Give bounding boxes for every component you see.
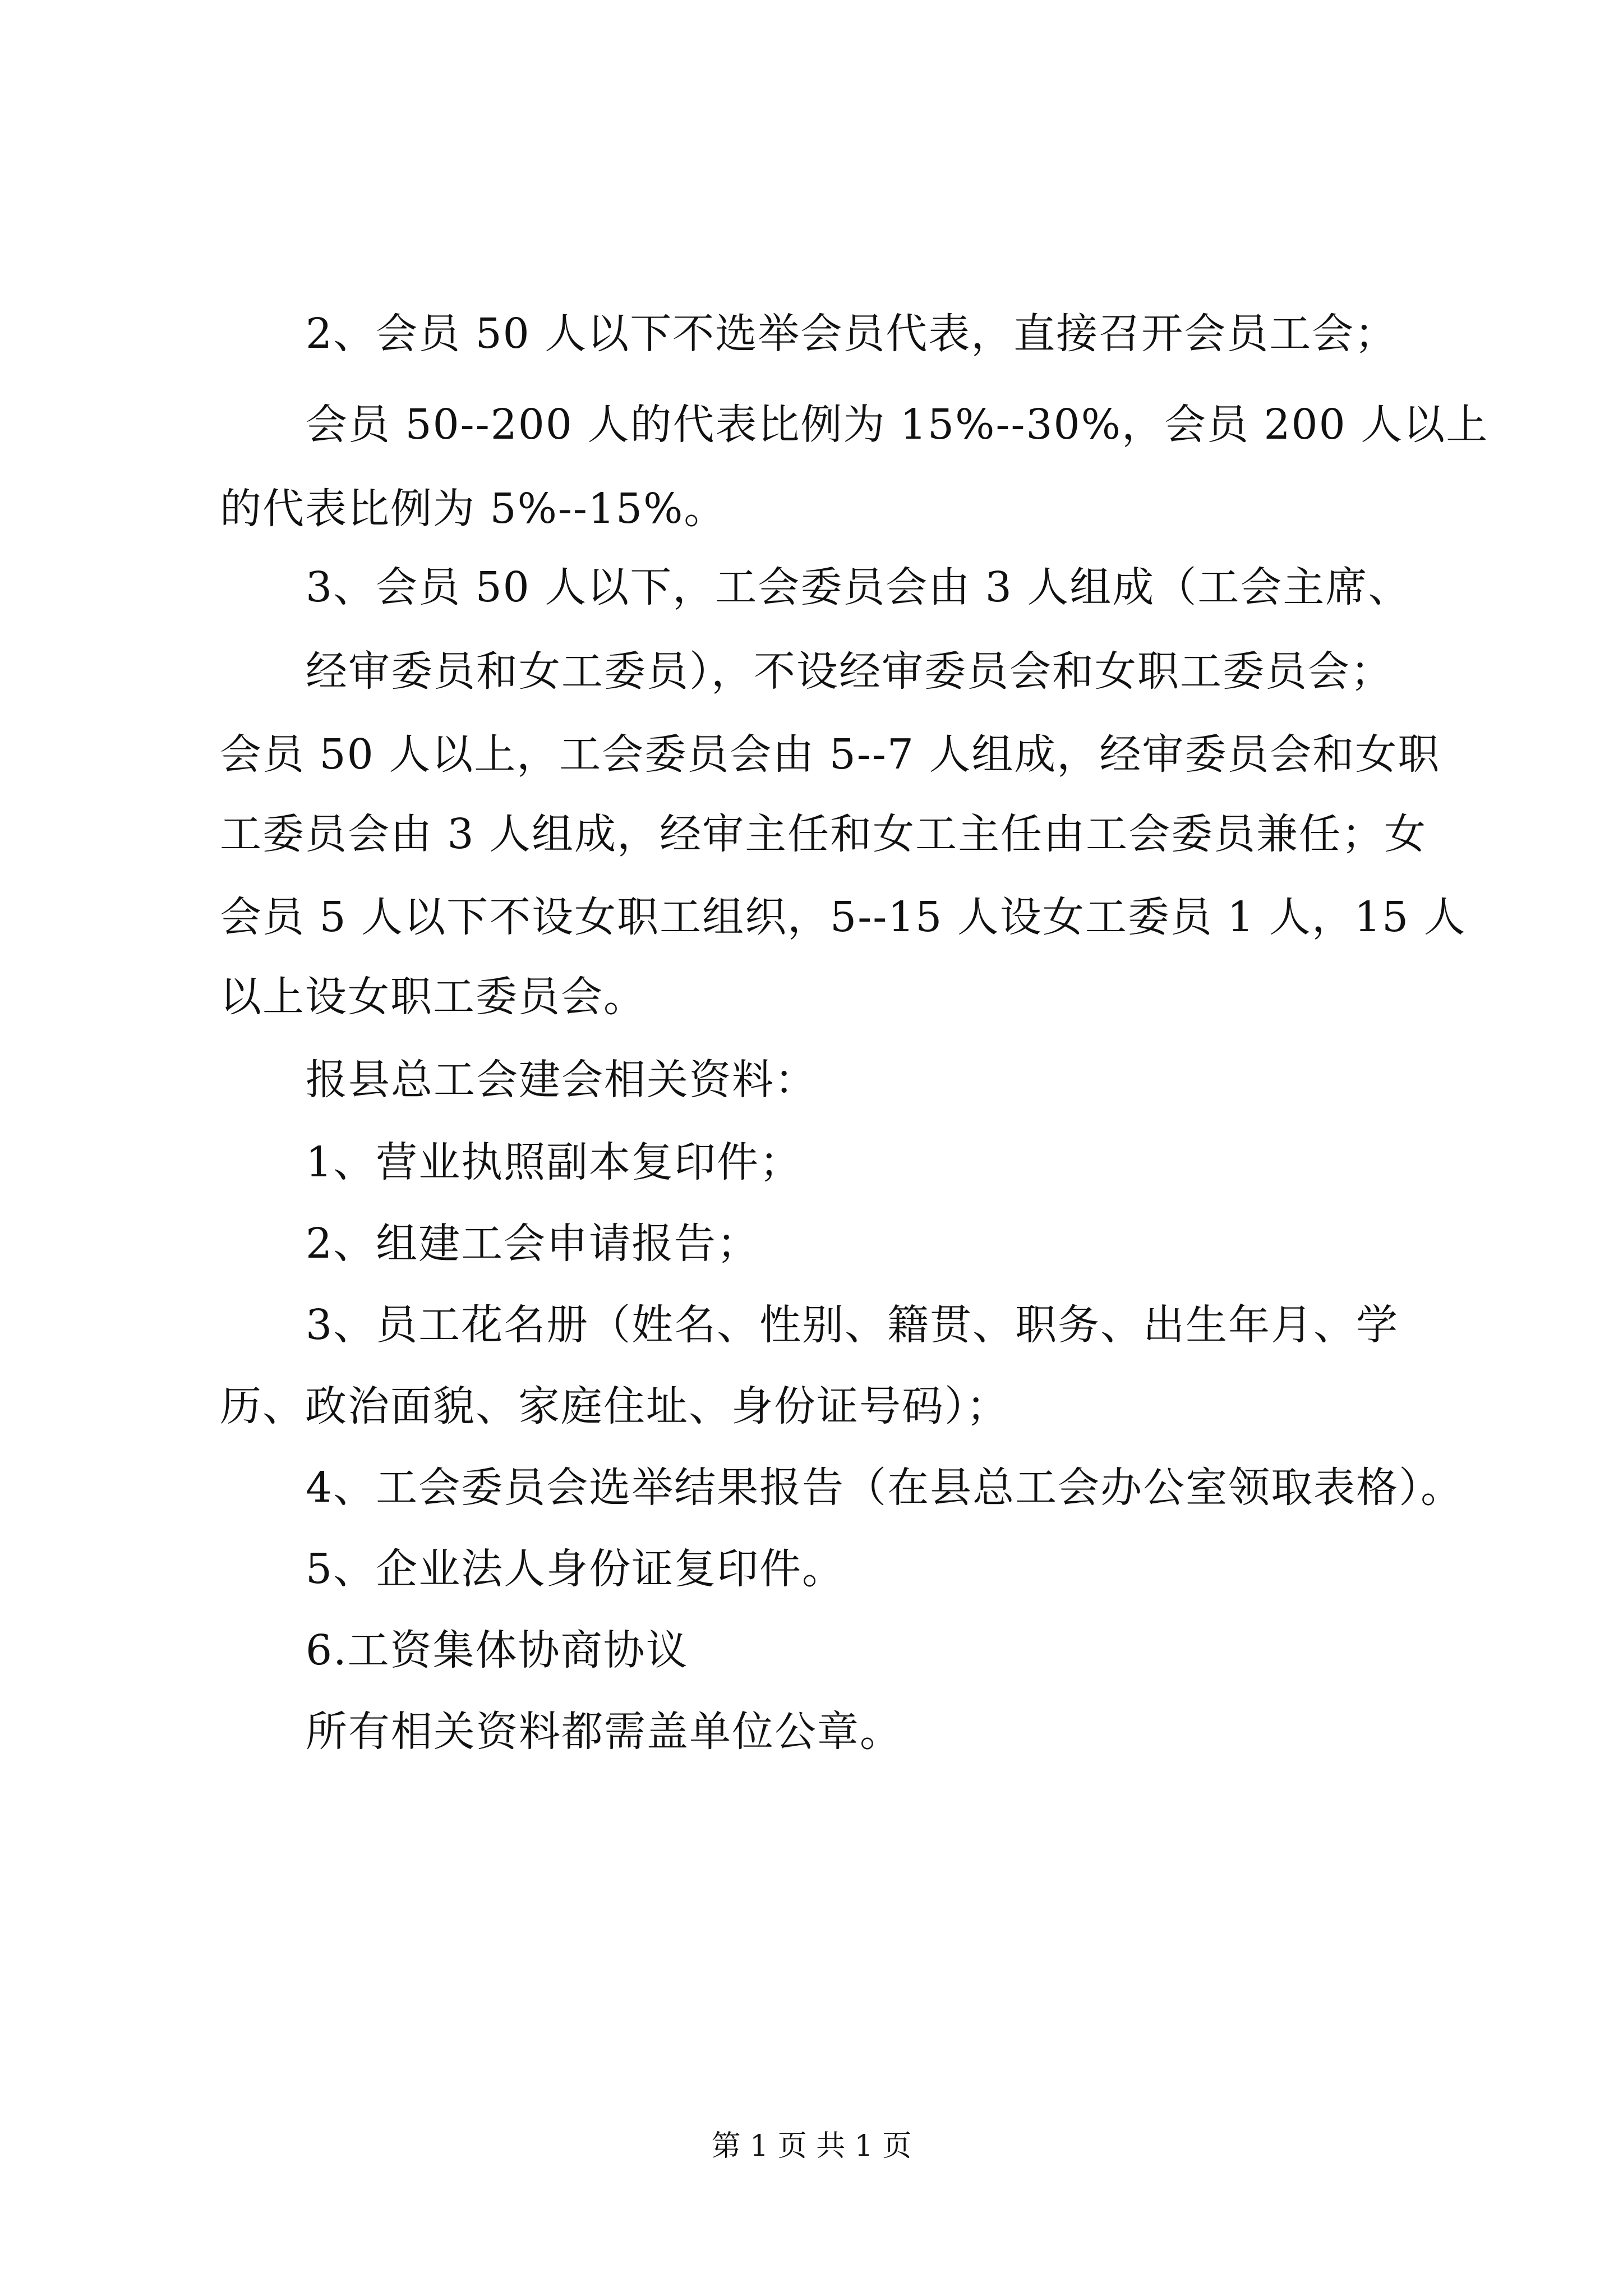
paragraph-line: 报县总工会建会相关资料： [306, 1056, 817, 1104]
paragraph-line: 会员 50 人以上，工会委员会由 5--7 人组成，经审委员会和女职 [220, 730, 1441, 779]
paragraph-line: 3、会员 50 人以下，工会委员会由 3 人组成（工会主席、 [306, 563, 1411, 611]
paragraph-line: 会员 5 人以下不设女职工组织，5--15 人设女工委员 1 人，15 人 [220, 893, 1467, 941]
paragraph-line: 经审委员和女工委员），不设经审委员会和女职工委员会； [306, 647, 1393, 696]
list-item: 历、政治面貌、家庭住址、身份证号码）； [220, 1382, 1009, 1430]
list-item: 1、营业执照副本复印件； [306, 1138, 803, 1186]
paragraph-line: 会员 50--200 人的代表比例为 15%--30%，会员 200 人以上 [306, 401, 1489, 449]
list-item: 6.工资集体协商协议 [306, 1626, 689, 1674]
paragraph-line: 所有相关资料都需盖单位公章。 [306, 1708, 902, 1756]
list-item: 3、员工花名册（姓名、性别、籍贯、职务、出生年月、学 [306, 1301, 1399, 1349]
page-footer: 第 1 页 共 1 页 [711, 2129, 912, 2163]
paragraph-line: 以上设女职工委员会。 [220, 973, 646, 1021]
paragraph-line: 工委员会由 3 人组成，经审主任和女工主任由工会委员兼任；女 [220, 810, 1427, 858]
paragraph-line: 的代表比例为 5%--15%。 [220, 485, 727, 533]
list-item: 5、企业法人身份证复印件。 [306, 1545, 845, 1593]
paragraph-line: 2、会员 50 人以下不选举会员代表，直接召开会员工会； [306, 310, 1398, 358]
list-item: 2、组建工会申请报告； [306, 1220, 760, 1268]
list-item: 4、工会委员会选举结果报告（在县总工会办公室领取表格）。 [306, 1464, 1464, 1512]
